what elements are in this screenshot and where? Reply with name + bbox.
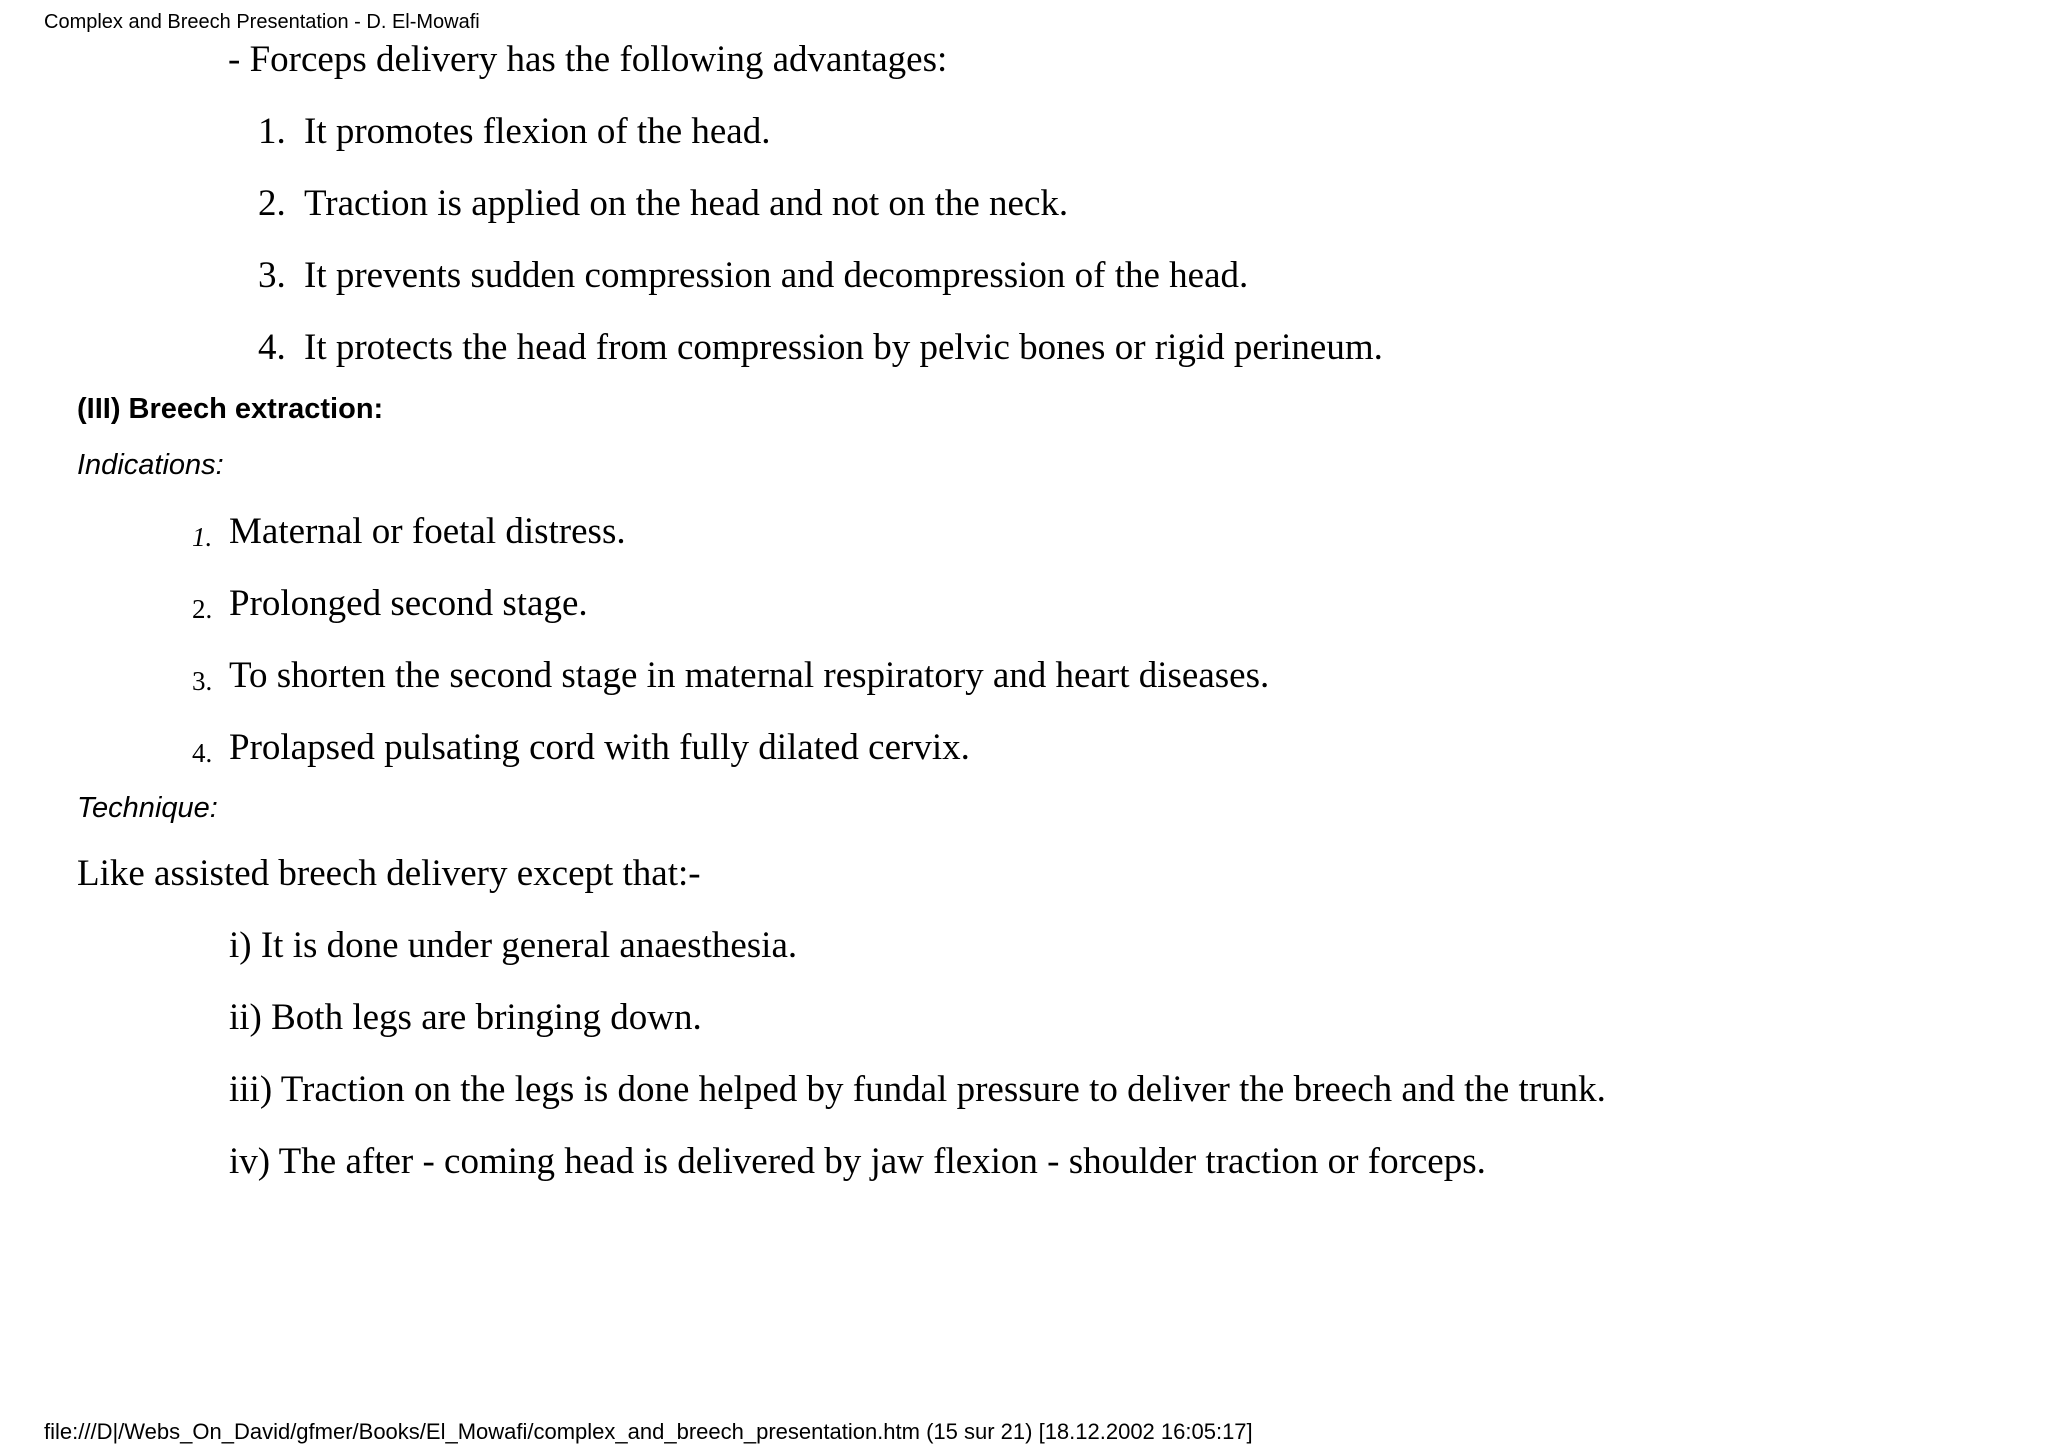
indications-label: Indications: (77, 449, 224, 481)
list-number: 2. (192, 594, 213, 624)
page-header-title: Complex and Breech Presentation - D. El-Mowafi (44, 11, 480, 33)
list-text: It protects the head from compression by pelvic bones or rigid perineum. (304, 327, 1383, 368)
technique-intro: Like assisted breech delivery except that:- (77, 853, 701, 894)
technique-step: iv) The after - coming head is delivered by jaw flexion - shoulder traction or forceps. (229, 1141, 1486, 1182)
technique-step: ii) Both legs are bringing down. (229, 997, 702, 1038)
list-number: 3. (258, 255, 286, 296)
forceps-item (258, 110, 770, 154)
list-number: 4. (192, 738, 213, 768)
list-number: 4. (258, 327, 286, 368)
list-text: Traction is applied on the head and not on the neck. (304, 183, 1069, 224)
indication-item: Maternal or foetal distress. (229, 511, 626, 552)
technique-label: Technique: (77, 792, 218, 824)
forceps-item (258, 326, 1383, 370)
technique-step: iii) Traction on the legs is done helped by fundal pressure to deliver the breech and the trunk. (229, 1069, 1606, 1110)
technique-step: i) It is done under general anaesthesia. (229, 925, 798, 966)
forceps-item (258, 254, 1248, 298)
forceps-item (258, 182, 1068, 226)
list-number: 3. (192, 666, 213, 696)
section-heading: (III) Breech extraction: (77, 393, 384, 425)
list-text: It prevents sudden compression and decompression of the head. (304, 255, 1249, 296)
footer-file-path: file:///D|/Webs_On_David/gfmer/Books/El_Mowafi/complex_and_breech_presentation.htm (15 sur 21) [18.12.2002 16:05:17] (44, 1419, 1253, 1444)
list-text: It promotes flexion of the head. (304, 111, 771, 152)
list-number: 2. (258, 183, 286, 224)
indication-item: Prolonged second stage. (229, 583, 588, 624)
list-number: 1. (258, 111, 286, 152)
indication-item: To shorten the second stage in maternal respiratory and heart diseases. (229, 655, 1270, 696)
list-number: 1. (192, 522, 213, 552)
forceps-intro: - Forceps delivery has the following advantages: (228, 39, 948, 80)
indication-item: Prolapsed pulsating cord with fully dilated cervix. (229, 727, 970, 768)
